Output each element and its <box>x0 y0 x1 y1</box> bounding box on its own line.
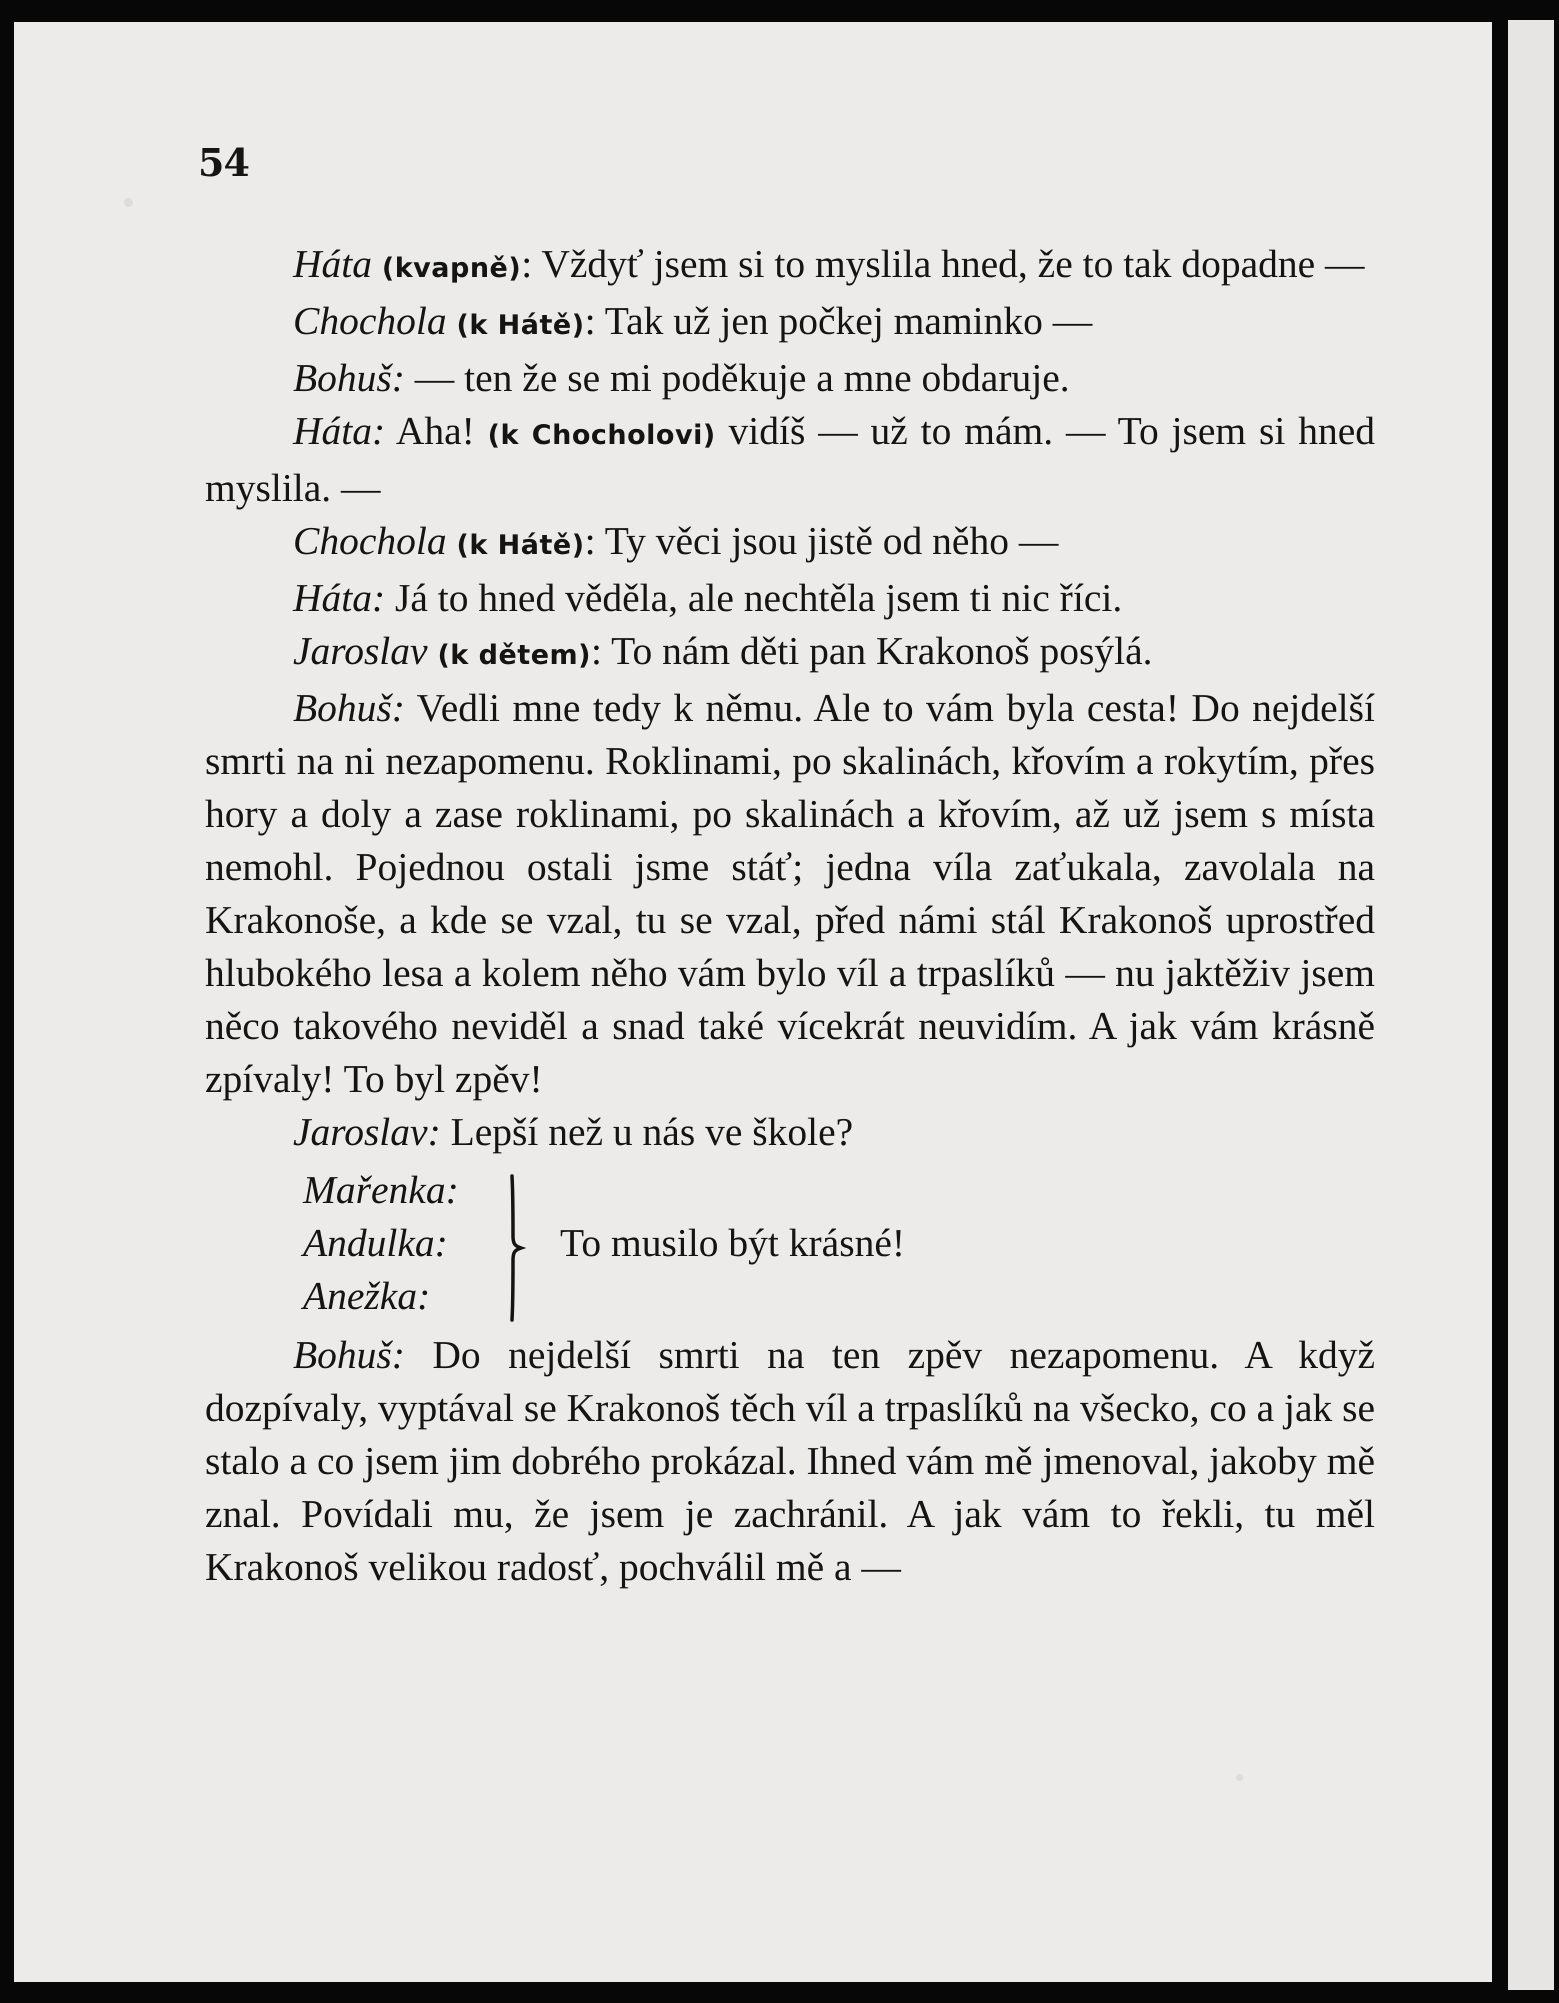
line-text: Já to hned věděla, ale nechtěla jsem ti nic říci. <box>385 576 1123 620</box>
dialogue-line <box>205 405 1375 515</box>
line-text: To nám děti pan Krakonoš posýlá. <box>611 629 1153 673</box>
line-text: Do nejdelší smrti na ten zpěv nezapomenu. A když dozpívaly, vyptával se Krakonoš těch víl a trpaslíků na všecko, co a jak se stalo a co jsem jim dobrého prokázal. Ihned vám mě jmenoval, jakoby mě znal. Povídali mu, že jsem je zachránil. A jak vám to řekli, tu měl Krakonoš velikou radosť, pochválil mě a — <box>205 1333 1376 1589</box>
curly-brace-icon <box>506 1174 526 1322</box>
stage-direction: (k Hátě) <box>456 530 585 561</box>
speaker-name: Jaroslav: <box>293 1110 441 1154</box>
dialogue-line <box>205 238 1375 295</box>
speaker-name: Háta: <box>293 576 386 620</box>
stage-direction: (k Chocholovi) <box>487 420 716 451</box>
group-speech <box>205 1164 1375 1326</box>
dialogue-line <box>205 352 1375 405</box>
dialogue-line <box>205 682 1375 1106</box>
dialogue-line <box>205 1106 1375 1159</box>
line-text: Ty věci jsou jistě od něho — <box>604 519 1059 563</box>
speaker-name: Háta <box>293 242 372 286</box>
stage-direction: (kvapně) <box>381 253 522 284</box>
line-text-before: Aha! <box>385 409 488 453</box>
speaker-name: Bohuš: <box>293 686 405 730</box>
stage-direction: (k dětem) <box>437 640 591 671</box>
page-number: 54 <box>198 140 249 185</box>
line-text: — ten že se mi poděkuje a mne obdaruje. <box>404 356 1070 400</box>
page-text <box>205 238 1375 1594</box>
speaker-name: Mařenka: <box>303 1168 459 1212</box>
line-text: To musilo být krásné! <box>560 1221 906 1265</box>
colon: : <box>584 519 605 563</box>
line-text: Tak už jen počkej maminko — <box>604 299 1093 343</box>
speaker-name: Chochola <box>293 299 447 343</box>
line-text: Lepší než u nás ve škole? <box>440 1110 854 1154</box>
speaker-name: Jaroslav <box>293 629 428 673</box>
colon: : <box>590 629 612 673</box>
speaker-name: Bohuš: <box>293 356 405 400</box>
line-text: vidíš — už to mám. — To jsem si hned myslila. — <box>205 409 1375 510</box>
dialogue-line <box>205 572 1375 625</box>
colon: : <box>584 299 605 343</box>
speaker-name: Andulka: <box>303 1221 448 1265</box>
adjacent-page-edge <box>1508 20 1554 1990</box>
dialogue-line <box>205 515 1375 572</box>
speaker-name: Háta: <box>293 409 386 453</box>
scan-speck <box>124 198 133 207</box>
stage-direction: (k Hátě) <box>456 310 585 341</box>
line-text: Vedli mne tedy k němu. Ale to vám byla cesta! Do nejdelší smrti na ni nezapomenu. Roklinami, po skalinách, křovím a rokytím, přes hory a doly a zase roklinami, po skalinách a křovím, až už jsem s místa nemohl. Pojednou ostali jsme stáť; jedna víla zaťukala, zavolala na Krakonoše, a kde se vzal, tu se vzal, před námi stál Krakonoš uprostřed hlubokého lesa a kolem něho vám bylo víl a trpaslíků — nu jaktěživ jsem něco takového neviděl a snad také vícekrát neuvidím. A jak vám krásně zpívaly! To byl zpěv! <box>205 686 1375 1101</box>
line-text: Vždyť jsem si to myslila hned, že to tak dopadne — <box>541 242 1365 286</box>
dialogue-line <box>205 1329 1375 1594</box>
speaker-name: Anežka: <box>303 1274 431 1318</box>
group-speaker-list <box>303 1164 459 1323</box>
dialogue-line <box>205 295 1375 352</box>
speaker-name: Bohuš: <box>293 1333 405 1377</box>
scan-speck <box>1236 1774 1243 1781</box>
colon: : <box>521 242 542 286</box>
dialogue-line <box>205 625 1375 682</box>
speaker-name: Chochola <box>293 519 447 563</box>
